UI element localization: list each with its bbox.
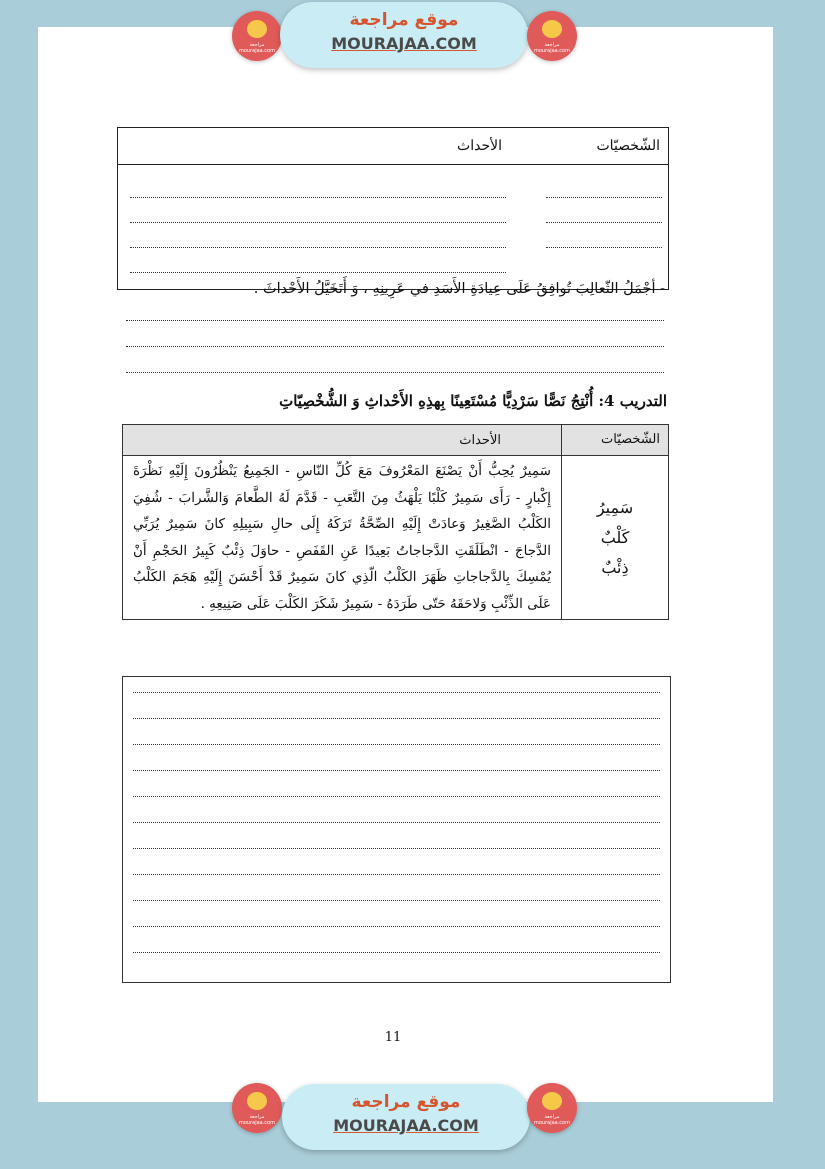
events-header: الأحداث — [123, 425, 562, 456]
brand-logo-icon[interactable]: مراجعة mourajaa.com — [527, 11, 577, 61]
task-prompt: - أجْمَلُ الثّعالِبَ تُوافِقُ عَلَى عِيادَةِ الأَسَدِ في عَرِينِهِ ، وَ أَتَخَيَّلُ الأَحْداثَ . — [253, 281, 665, 297]
characters-header: الشّخصيّات — [540, 128, 669, 165]
brand-logo-icon[interactable]: مراجعة mourajaa.com — [232, 11, 282, 61]
exercise-heading — [279, 392, 667, 410]
story-elements-table — [122, 424, 669, 620]
characters-list — [562, 456, 669, 620]
character-samir: سَمِيرُ — [596, 497, 634, 517]
page-number: 11 — [384, 1030, 402, 1045]
characters-cell[interactable] — [540, 165, 669, 290]
brand-arabic: موقع مراجعة — [349, 10, 459, 30]
answer-line[interactable] — [126, 320, 664, 321]
events-header: الأحداث — [118, 128, 541, 165]
brand-banner[interactable] — [282, 1084, 530, 1150]
brand-logo-icon[interactable]: مراجعة mourajaa.com — [232, 1083, 282, 1133]
brand-banner[interactable] — [280, 2, 528, 68]
characters-events-table — [117, 127, 669, 290]
exercise-label: التدريب 4: — [598, 392, 667, 410]
answer-line[interactable] — [126, 372, 664, 373]
brand-arabic: موقع مراجعة — [351, 1092, 461, 1112]
writing-area[interactable] — [122, 676, 671, 983]
brand-logo-icon[interactable]: مراجعة mourajaa.com — [527, 1083, 577, 1133]
events-cell[interactable] — [118, 165, 541, 290]
brand-latin: MOURAJAA.COM — [333, 1116, 479, 1135]
answer-line[interactable] — [126, 346, 664, 347]
characters-header: الشّخصيّات — [562, 425, 669, 456]
brand-latin: MOURAJAA.COM — [331, 34, 477, 53]
character-dog: كَلْبٌ — [600, 527, 630, 547]
exercise-text: أُنْتِجُ نَصًّا سَرْدِيًّا مُسْتَعِينًا بِهذِهِ الأَحْداثِ وَ الشُّخْصِيّاتِ — [279, 392, 594, 410]
events-text: سَمِيرٌ يُحِبُّ أَنْ يَصْنَعَ المَعْرُوفَ مَعَ كُلِّ النّاسِ - الجَمِيعُ يَنْظُرُونَ إِلَيْهِ نَظْرَةَ إِكْبارٍ - رَأَى سَمِيرٌ كَلْبًا يَلْهَثُ مِنَ التَّعَبِ - قَدَّمَ لَهُ الطَّعامَ وَالشَّرابَ - شُفِيَ الكَلْبُ الصَّغِيرُ وَعادَتْ إِلَيْهِ الصِّحَّةُ تَرَكَهُ إِلَى حالِ سَبِيلِهِ كانَ سَمِيرٌ يُرَبِّي الدَّجاجَ - انْطَلَقَتِ الدَّجاجاتُ بَعِيدًا عَنِ القَفَصِ - حاوَلَ ذِئْبٌ كَبِيرُ الحَجْمِ أَنْ يُمْسِكَ بِالدَّجاجاتِ ظَهَرَ الكَلْبُ الّذِي كانَ سَمِيرٌ قَدْ أَحْسَنَ إِلَيْهِ هَجَمَ الكَلْبُ عَلَى الذِّئْبِ وَلاحَقَهُ حَتّى طَرَدَهُ - سَمِيرٌ شَكَرَ الكَلْبَ عَلَى صَنِيعِهِ . — [123, 456, 562, 620]
character-wolf: ذِئْبٌ — [601, 557, 629, 577]
